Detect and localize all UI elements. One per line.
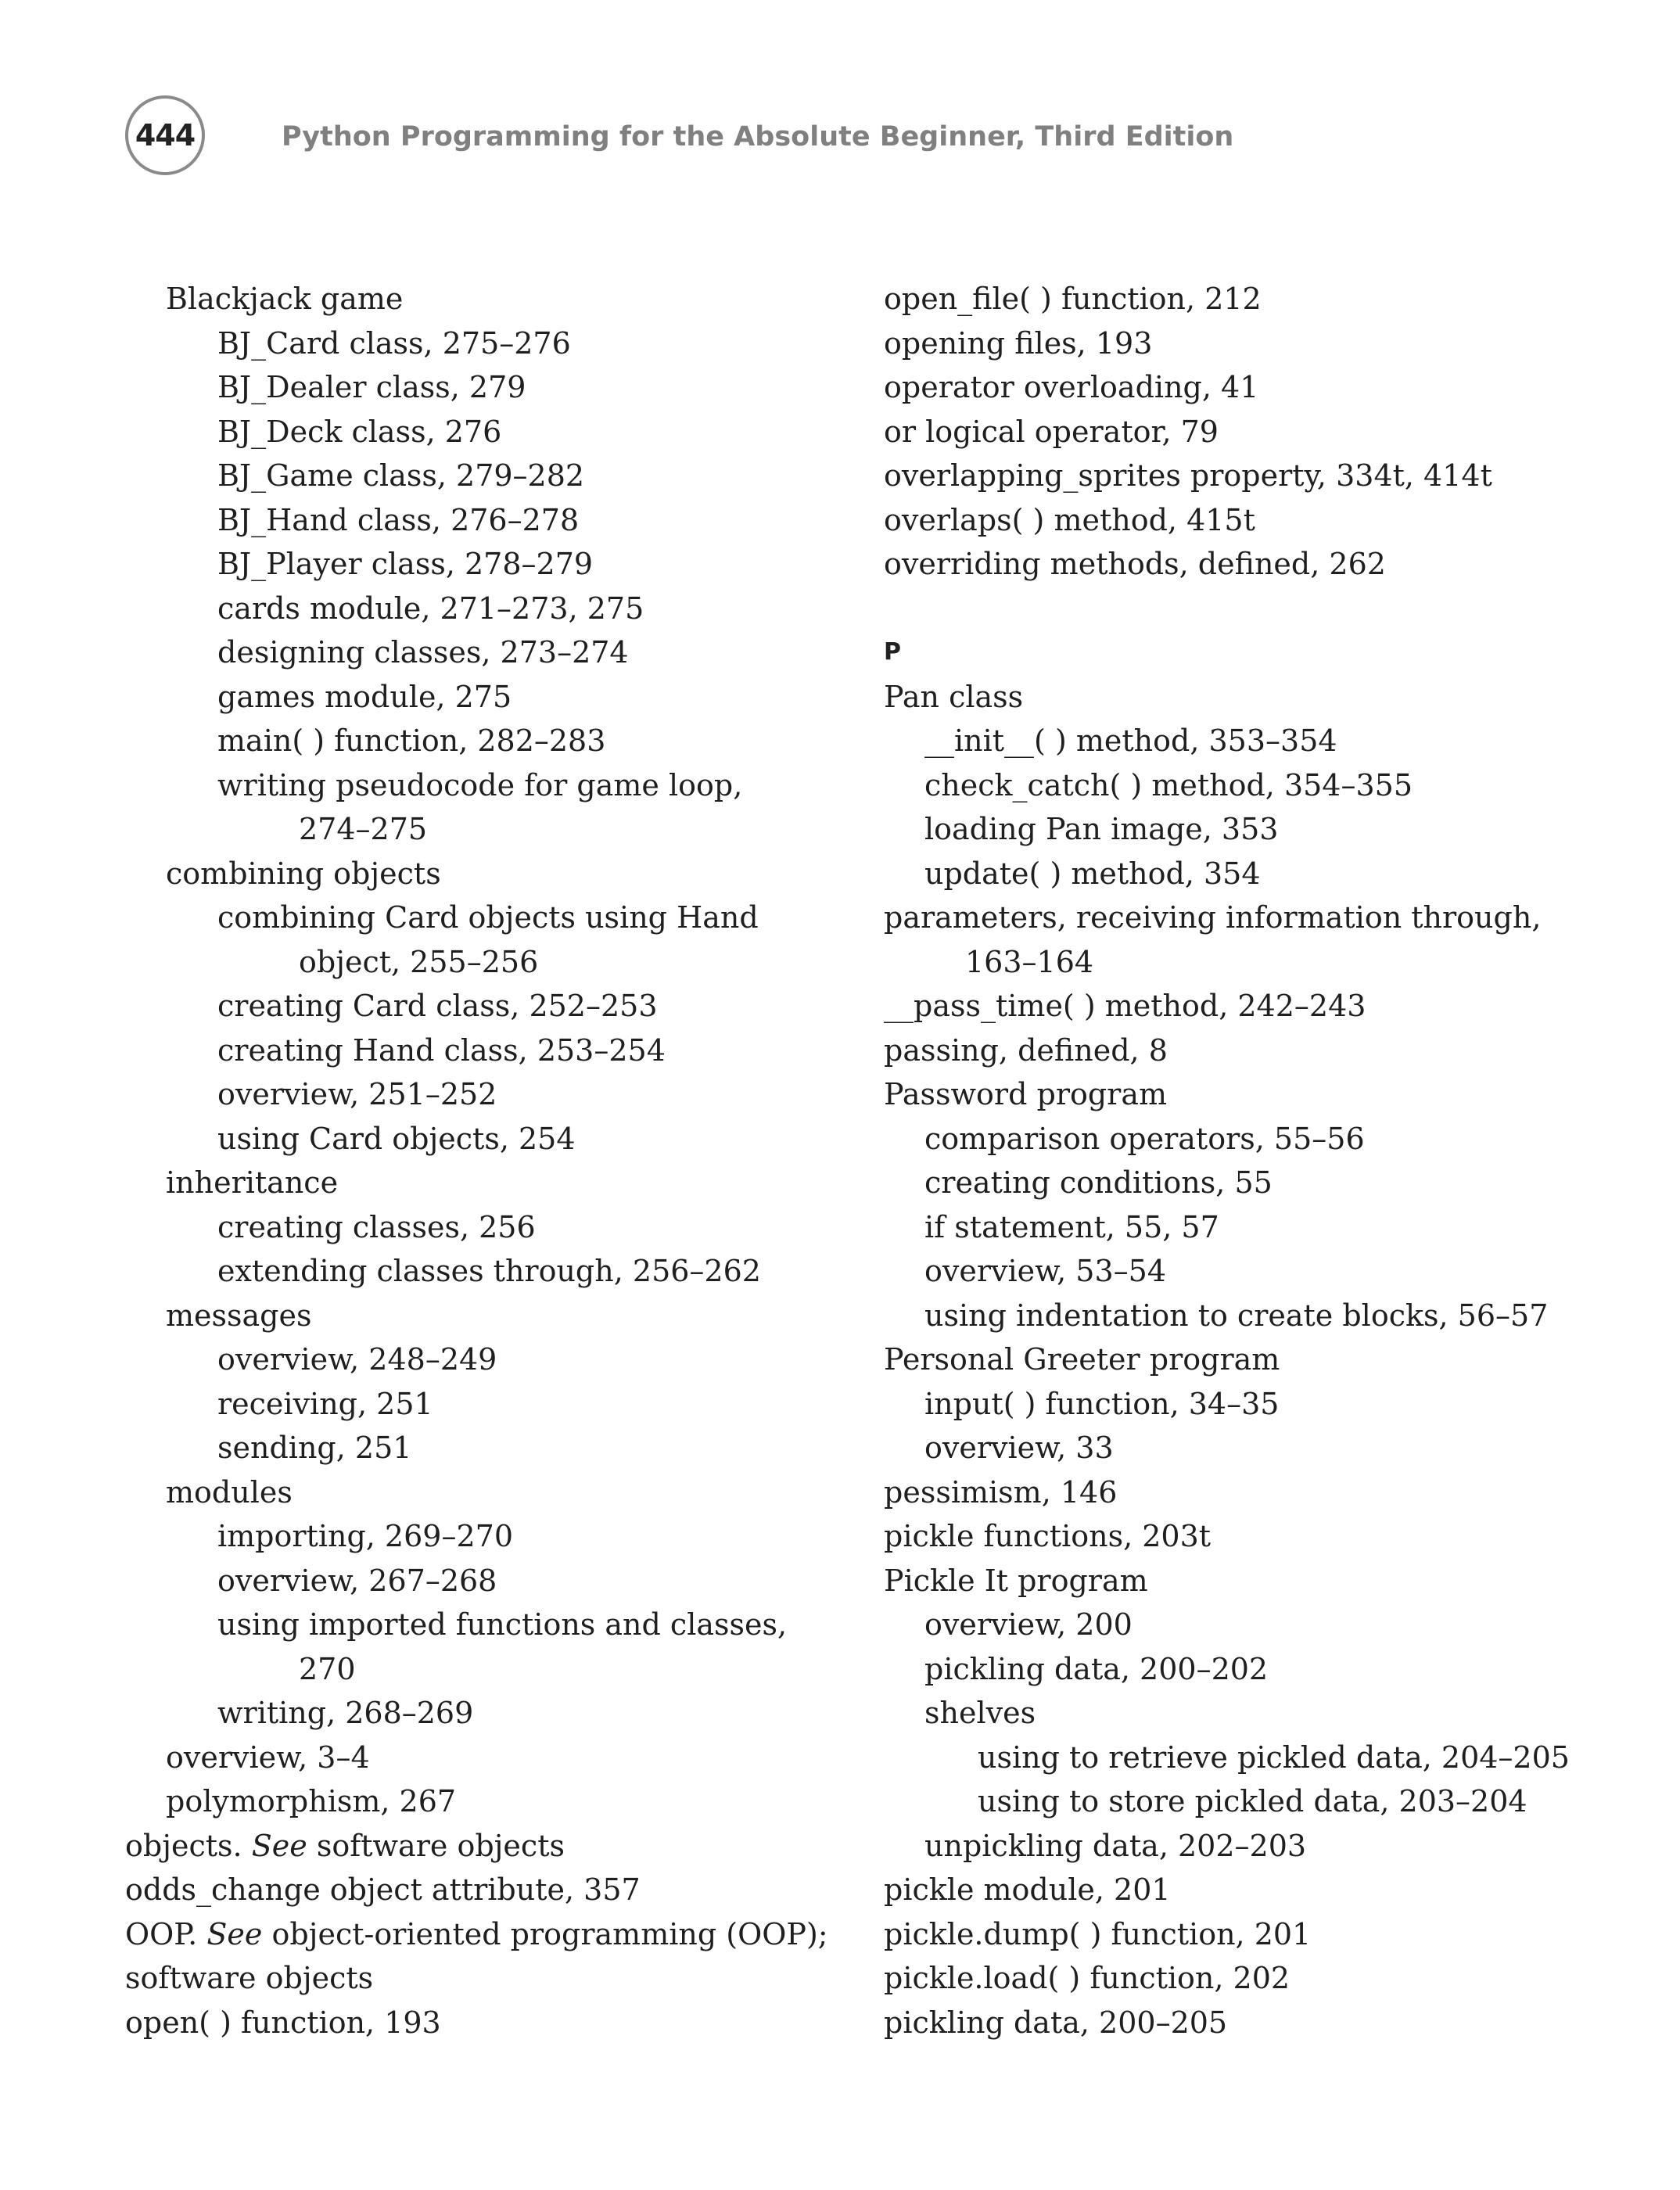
- index-entry: pessimism, 146: [884, 1474, 1118, 1510]
- index-subentry: combining Card objects using Hand: [217, 900, 759, 935]
- index-subsubentry: using to retrieve pickled data, 204–205: [978, 1739, 1570, 1775]
- index-subentry: using Card objects, 254: [217, 1121, 576, 1156]
- page-number: 444: [135, 118, 196, 153]
- see-reference: See: [206, 1916, 263, 1951]
- index-entry: pickle module, 201: [884, 1872, 1171, 1907]
- index-entry-continuation: 163–164: [965, 944, 1094, 979]
- index-subentry: games module, 275: [217, 679, 512, 714]
- index-entry: inheritance: [166, 1165, 339, 1200]
- index-column-left: [125, 277, 853, 2045]
- index-entry: open( ) function, 193: [125, 2005, 441, 2040]
- index-entry: passing, defined, 8: [884, 1032, 1168, 1068]
- index-subentry: using indentation to create blocks, 56–57: [924, 1298, 1549, 1333]
- index-subentry: cards module, 271–273, 275: [217, 591, 644, 626]
- section-letter-heading: P: [884, 638, 901, 666]
- index-entry: parameters, receiving information through,: [884, 900, 1542, 935]
- index-entry: __pass_time( ) method, 242–243: [884, 989, 1366, 1023]
- index-subentry: overview, 248–249: [217, 1342, 497, 1377]
- index-column-right: [884, 277, 1666, 2045]
- index-subentry: extending classes through, 256–262: [217, 1254, 761, 1288]
- index-subentry: BJ_Card class, 275–276: [217, 325, 571, 361]
- index-entry-continuation: 274–275: [299, 812, 428, 846]
- index-entry: overlapping_sprites property, 334t, 414t: [884, 458, 1492, 493]
- index-entry: pickling data, 200–205: [884, 2005, 1228, 2040]
- index-subentry: if statement, 55, 57: [924, 1209, 1219, 1244]
- index-subentry: overview, 33: [924, 1431, 1114, 1465]
- index-subentry: writing, 268–269: [217, 1696, 474, 1730]
- index-subentry: receiving, 251: [217, 1386, 433, 1421]
- index-entry: pickle.load( ) function, 202: [884, 1961, 1291, 1995]
- index-subentry: __init__( ) method, 353–354: [924, 723, 1337, 758]
- index-entry: overlaps( ) method, 415t: [884, 502, 1255, 537]
- index-subentry: shelves: [924, 1696, 1036, 1730]
- index-entry-objects: [125, 1824, 853, 1869]
- index-entry: opening files, 193: [884, 325, 1153, 361]
- index-subentry: unpickling data, 202–203: [924, 1828, 1307, 1863]
- index-subentry: BJ_Deck class, 276: [217, 414, 502, 449]
- index-entry: operator overloading, 41: [884, 370, 1259, 404]
- index-subentry: creating Card class, 252–253: [217, 989, 658, 1023]
- index-entry: Pan class: [884, 679, 1024, 714]
- index-subentry: importing, 269–270: [217, 1519, 513, 1553]
- see-target: software objects: [316, 1828, 565, 1863]
- index-subentry: loading Pan image, 353: [924, 812, 1279, 846]
- index-entry: pickle functions, 203t: [884, 1519, 1212, 1553]
- index-subentry: BJ_Player class, 278–279: [217, 547, 594, 581]
- index-subentry: creating classes, 256: [217, 1209, 536, 1244]
- index-subentry: input( ) function, 34–35: [924, 1386, 1280, 1421]
- index-subentry: creating conditions, 55: [924, 1165, 1273, 1200]
- index-subentry: overview, 267–268: [217, 1563, 497, 1598]
- index-subentry: overview, 251–252: [217, 1077, 497, 1111]
- index-entry-continuation: object, 255–256: [299, 944, 539, 979]
- index-subentry: BJ_Hand class, 276–278: [217, 502, 580, 537]
- index-subentry: comparison operators, 55–56: [924, 1121, 1365, 1156]
- index-entry: open_file( ) function, 212: [884, 282, 1262, 316]
- index-entry: Password program: [884, 1077, 1168, 1111]
- index-subentry: BJ_Game class, 279–282: [217, 458, 585, 493]
- index-subentry: main( ) function, 282–283: [217, 723, 606, 758]
- index-entry: modules: [166, 1474, 293, 1510]
- index-subsubentry: using to store pickled data, 203–204: [978, 1784, 1527, 1818]
- index-subentry: creating Hand class, 253–254: [217, 1032, 666, 1068]
- entry-head: OOP.: [125, 1916, 198, 1951]
- see-reference: See: [251, 1828, 307, 1863]
- index-subentry: writing pseudocode for game loop,: [217, 767, 743, 802]
- index-entry: pickle.dump( ) function, 201: [884, 1916, 1312, 1951]
- index-entry: overview, 3–4: [166, 1739, 370, 1775]
- index-entry: overriding methods, defined, 262: [884, 547, 1386, 581]
- index-subentry: BJ_Dealer class, 279: [217, 370, 526, 404]
- index-subentry: update( ) method, 354: [924, 856, 1261, 891]
- index-subentry: pickling data, 200–202: [924, 1651, 1269, 1686]
- index-entry: combining objects: [166, 856, 441, 891]
- index-entry: messages: [166, 1298, 312, 1333]
- index-subentry: overview, 200: [924, 1607, 1133, 1642]
- index-subentry: overview, 53–54: [924, 1254, 1166, 1288]
- index-subentry: using imported functions and classes,: [217, 1607, 788, 1642]
- index-entry-continuation: 270: [299, 1651, 356, 1686]
- index-subentry: designing classes, 273–274: [217, 635, 629, 670]
- see-target: object-oriented programming (OOP);: [271, 1916, 828, 1951]
- index-subentry: sending, 251: [217, 1431, 412, 1465]
- index-entry: Blackjack game: [166, 282, 404, 316]
- index-entry: Pickle It program: [884, 1563, 1148, 1598]
- index-entry: polymorphism, 267: [166, 1784, 457, 1818]
- page-number-badge: [125, 95, 205, 175]
- index-subentry: check_catch( ) method, 354–355: [924, 767, 1413, 802]
- index-entry-continuation: software objects: [125, 1961, 374, 1995]
- entry-head: objects.: [125, 1828, 242, 1863]
- index-entry: Personal Greeter program: [884, 1342, 1280, 1377]
- index-entry-oop: [125, 1912, 853, 1957]
- running-head-title: Python Programming for the Absolute Beginner, Third Edition: [282, 121, 1234, 153]
- index-entry: or logical operator, 79: [884, 414, 1219, 449]
- index-entry: odds_change object attribute, 357: [125, 1872, 641, 1907]
